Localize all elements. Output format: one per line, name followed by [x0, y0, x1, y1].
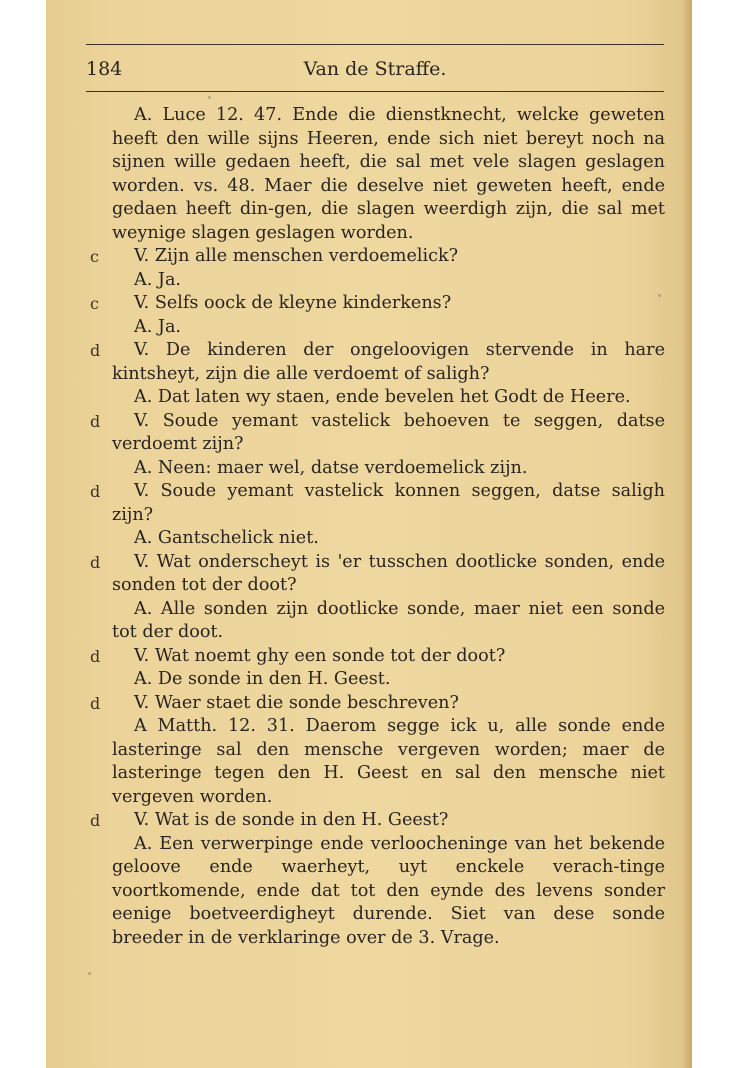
page-edge-shadow [682, 0, 692, 1068]
answer [112, 598, 665, 645]
question [90, 410, 665, 457]
question-text: V. De kinderen der ongeloovigen stervende in hare kintsheyt, zijn die alle verdoemt of saligh? [112, 340, 665, 384]
answer [112, 527, 665, 551]
margin-mark: d [90, 693, 101, 713]
page-header [86, 56, 664, 82]
question [90, 645, 665, 669]
question [90, 339, 665, 386]
question-text: V. Waer staet die sonde beschreven? [134, 692, 459, 713]
answer [112, 386, 665, 410]
answer [112, 715, 665, 809]
paragraph-text: A. Luce 12. 47. Ende die dienstknecht, welcke geweten heeft den wille sijns Heeren, ende sich niet bereyt noch na sijnen wille gedaen heeft, die sal met vele slagen geslagen worden. vs. 48. Maer die deselve niet geweten heeft, ende gedaen heeft din-gen, die slagen weerdigh zijn, die sal met weynige slagen geslagen worden. [112, 105, 665, 243]
print-speck [88, 972, 91, 975]
margin-mark: c [90, 294, 99, 313]
question-text: V. Wat is de sonde in den H. Geest? [134, 810, 449, 830]
question [90, 551, 665, 598]
answer [112, 457, 665, 481]
answer [112, 316, 665, 340]
book-page [46, 0, 692, 1068]
margin-mark: d [90, 646, 101, 666]
answer-text: A. Alle sonden zijn dootlicke sonde, maer niet een sonde tot der doot. [112, 598, 665, 642]
answer-text: A. Ja. [134, 269, 182, 290]
answer-text: A Matth. 12. 31. Daerom segge ick u, alle sonde ende lasteringe sal den mensche vergeven worden; maer de lasteringe tegen den H. Geest en sal den mensche niet vergeven worden. [112, 716, 665, 807]
answer [112, 269, 665, 293]
question [90, 292, 665, 316]
question-text: V. Wat onderscheyt is 'er tusschen dootlicke sonden, ende sonden tot der doot? [112, 551, 665, 595]
header-rule-top [86, 44, 664, 45]
answer [112, 668, 665, 692]
question [90, 480, 665, 527]
running-title: Van de Straffe. [303, 58, 447, 80]
question-text: V. Zijn alle menschen verdoemelick? [134, 246, 459, 266]
header-rule-bottom [86, 91, 664, 92]
answer-text: A. Gantschelick niet. [134, 528, 319, 548]
margin-mark: d [90, 482, 101, 501]
answer-text: A. De sonde in den H. Geest. [134, 669, 391, 689]
answer-text: A. Dat laten wy staen, ende bevelen het Godt de Heere. [134, 387, 631, 407]
question [90, 245, 665, 269]
question-text: V. Selfs oock de kleyne kinderkens? [134, 293, 452, 313]
margin-mark: d [90, 552, 101, 572]
page-number: 184 [86, 58, 123, 80]
answer-text: A. Ja. [134, 316, 182, 337]
margin-mark: d [90, 811, 101, 830]
question [90, 692, 665, 716]
margin-mark: d [90, 411, 101, 431]
answer-text: A. Neen: maer wel, datse verdoemelick zijn. [134, 457, 528, 478]
margin-mark: d [90, 341, 101, 360]
question-text: V. Soude yemant vastelick behoeven te seggen, datse verdoemt zijn? [112, 410, 665, 454]
question [90, 809, 665, 833]
answer [112, 833, 665, 951]
answer-text: A. Een verwerpinge ende verloocheninge van het bekende geloove ende waerheyt, uyt enckele verach-tinge voortkomende, ende dat tot den eynde des levens sonder eenige boetveerdigheyt durende. Siet van dese sonde breeder in de verklaringe over de 3. Vrage. [112, 833, 665, 948]
margin-mark: c [90, 247, 99, 266]
print-speck [208, 96, 211, 99]
paragraph-luke [112, 104, 665, 245]
question-text: V. Wat noemt ghy een sonde tot der doot? [134, 645, 506, 666]
question-text: V. Soude yemant vastelick konnen seggen, datse saligh zijn? [112, 481, 665, 525]
page-body [90, 104, 665, 950]
